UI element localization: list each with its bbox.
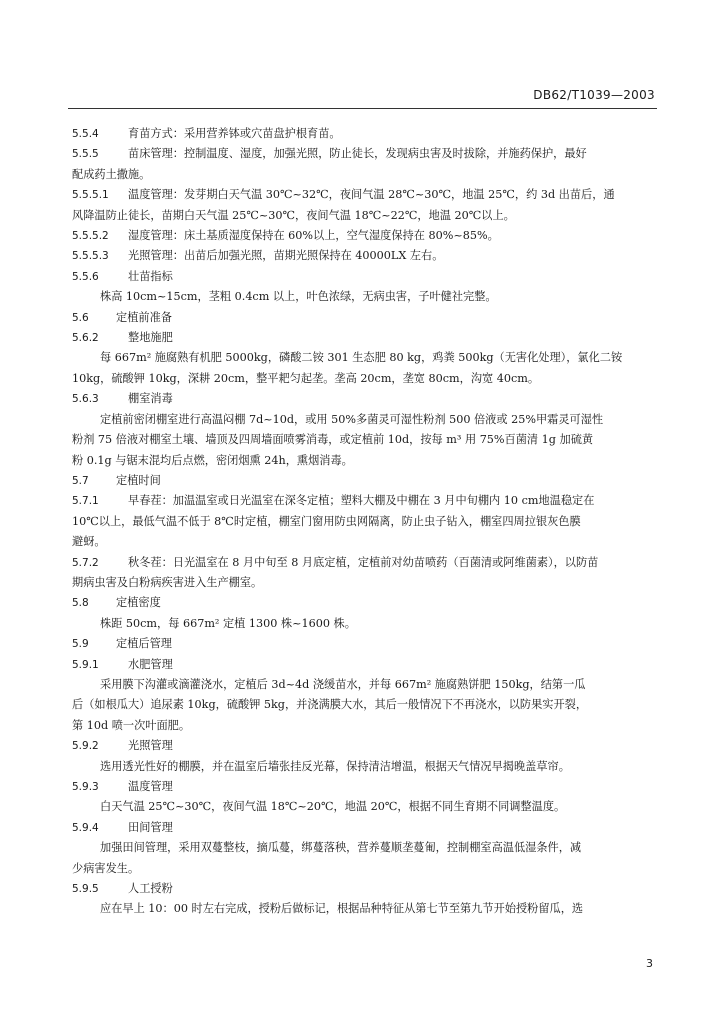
clause-line (72, 593, 660, 613)
clause-block (72, 757, 660, 777)
clause-line (72, 308, 660, 328)
clause-continuation: 风降温防止徒长，苗期白天气温 25℃~30℃，夜间气温 18℃~22℃，地温 20℃以上。 (72, 208, 515, 222)
clause-line (72, 226, 660, 246)
clause-block (72, 226, 660, 246)
clause-text: 育苗方式：采用营养钵或穴苗盘护根育苗。 (128, 127, 341, 140)
clause-number: 5.5.4 (72, 128, 99, 140)
clause-line (72, 675, 660, 695)
clause-line (72, 287, 660, 307)
clause-number: 5.8 (72, 597, 89, 610)
clause-block (72, 655, 660, 675)
clause-title: 棚室消毒 (128, 392, 173, 406)
clause-text: 株高 10cm~15cm，茎粗 0.4cm 以上，叶色浓绿，无病虫害，子叶健社完整。 (100, 290, 497, 304)
clause-number: 5.9.3 (72, 781, 99, 793)
clause-line (72, 185, 660, 205)
document-body (72, 124, 660, 920)
clause-line (72, 736, 660, 756)
clause-line (72, 246, 660, 266)
clause-title: 人工授粉 (128, 882, 173, 896)
clause-line (72, 144, 660, 164)
clause-line (72, 634, 660, 654)
clause-title: 光照管理 (128, 739, 173, 753)
clause-text: 秋冬茬：日光温室在 8 月中旬至 8 月底定植，定植前对幼苗喷药（百菌清或阿维菌素），以防苗 (128, 555, 599, 569)
clause-continuation: 少病害发生。 (72, 861, 140, 875)
clause-title: 定植前准备 (116, 310, 172, 324)
clause-text: 白天气温 25℃~30℃，夜间气温 18℃~20℃，地温 20℃，根据不同生育期不同调整温度。 (100, 800, 566, 814)
clause-title: 定植密度 (116, 596, 161, 610)
clause-number: 5.6 (72, 311, 89, 324)
clause-line (72, 328, 660, 348)
clause-number: 5.5.5 (72, 148, 99, 161)
standard-code: DB62/T1039—2003 (533, 88, 655, 102)
clause-line (72, 899, 660, 919)
clause-title: 田间管理 (128, 820, 173, 834)
clause-number: 5.9 (72, 638, 89, 651)
clause-title: 定植时间 (116, 473, 161, 487)
clause-block (72, 838, 660, 879)
clause-block (72, 736, 660, 756)
header-rule (68, 108, 657, 109)
clause-number: 5.5.6 (72, 270, 99, 283)
clause-block (72, 634, 660, 654)
clause-text: 定植前密闭棚室进行高温闷棚 7d~10d，或用 50%多菌灵可湿性粉剂 500 倍液或 25%甲霜灵可湿性 (100, 412, 604, 426)
clause-continuation: 粉 0.1g 与锯末混均后点燃，密闭烟熏 24h，熏烟消毒。 (72, 453, 353, 467)
clause-number: 5.5.5.1 (72, 189, 109, 202)
clause-block (72, 328, 660, 348)
clause-continuation: 期病虫害及白粉病疾害进入生产棚室。 (72, 575, 263, 589)
clause-continuation: 10kg，硫酸钾 10kg，深耕 20cm，整平耙匀起垄。垄高 20cm，垄宽 80cm，沟宽 40cm。 (72, 371, 540, 385)
clause-line (72, 614, 660, 634)
clause-text: 早春茬：加温温室或日光温室在深冬定植；塑料大棚及中棚在 3 月中旬棚内 10 cm地温稳定在 (128, 494, 595, 508)
clause-title: 水肥管理 (128, 657, 173, 671)
clause-number: 5.6.3 (72, 393, 99, 406)
clause-block (72, 144, 660, 185)
clause-block (72, 185, 660, 226)
clause-line (72, 838, 660, 858)
clause-line (72, 389, 660, 409)
clause-line (72, 348, 660, 368)
clause-number: 5.9.2 (72, 740, 99, 753)
clause-number: 5.7.2 (72, 556, 99, 569)
clause-continuation: 避蚜。 (72, 535, 106, 549)
clause-line (72, 410, 660, 430)
clause-number: 5.9.4 (72, 821, 99, 834)
clause-block (72, 267, 660, 287)
clause-title: 温度管理 (128, 780, 173, 793)
clause-block (72, 348, 660, 389)
clause-title: 定植后管理 (116, 637, 172, 651)
clause-block (72, 471, 660, 491)
clause-line (72, 491, 660, 511)
clause-line (72, 553, 660, 573)
clause-line (72, 655, 660, 675)
clause-text: 苗床管理：控制温度、湿度，加强光照，防止徒长，发现病虫害及时拔除，并施药保护，最好 (128, 147, 587, 161)
clause-block (72, 879, 660, 899)
clause-continuation: 第 10d 喷一次叶面肥。 (72, 718, 191, 732)
clause-block (72, 675, 660, 736)
clause-line (72, 124, 660, 144)
clause-text: 加强田间管理，采用双蔓整枝，摘瓜蔓，绑蔓落秧，营养蔓顺垄蔓匍，控制棚室高温低湿条件，减 (100, 841, 582, 855)
clause-line (72, 797, 660, 817)
clause-continuation: 配成药土撒施。 (72, 167, 151, 181)
clause-line (72, 757, 660, 777)
clause-number: 5.9.5 (72, 883, 99, 896)
clause-text: 温度管理：发芽期白天气温 30℃~32℃，夜间气温 28℃~30℃，地温 25℃，约 3d 出苗后，通 (128, 188, 615, 202)
clause-number: 5.5.5.3 (72, 250, 109, 263)
clause-title: 壮苗指标 (128, 269, 173, 283)
clause-number: 5.5.5.2 (72, 230, 109, 243)
clause-text: 采用膜下沟灌或滴灌浇水，定植后 3d~4d 浇缓苗水，并每 667m² 施腐熟饼肥 150kg，结第一瓜 (100, 677, 586, 691)
clause-line (72, 267, 660, 287)
clause-block (72, 777, 660, 797)
clause-text: 应在早上 10：00 时左右完成，授粉后做标记，根据品种特征从第七节至第九节开始授粉留瓜，选 (100, 902, 584, 916)
clause-text: 株距 50cm，每 667m² 定植 1300 株~1600 株。 (100, 616, 356, 630)
clause-number: 5.7.1 (72, 495, 99, 508)
clause-line (72, 471, 660, 491)
clause-block (72, 818, 660, 838)
clause-block (72, 614, 660, 634)
clause-block (72, 308, 660, 328)
clause-block (72, 410, 660, 471)
clause-line (72, 818, 660, 838)
clause-title: 整地施肥 (128, 331, 173, 345)
clause-number: 5.9.1 (72, 658, 99, 671)
clause-line (72, 777, 660, 797)
clause-text: 湿度管理：床土基质湿度保持在 60%以上，空气湿度保持在 80%~85%。 (128, 229, 499, 243)
clause-block (72, 389, 660, 409)
page-number: 3 (646, 957, 653, 970)
clause-block (72, 246, 660, 266)
clause-block (72, 797, 660, 817)
clause-continuation: 10℃以上，最低气温不低于 8℃时定植，棚室门窗用防虫网隔离，防止虫子钻入，棚室四周拉银灰色膜 (72, 514, 581, 528)
clause-number: 5.6.2 (72, 332, 99, 345)
clause-text: 选用透光性好的棚膜，并在温室后墙张挂反光幕，保持清洁增温，根据天气情况早揭晚盖草帘。 (100, 759, 570, 773)
clause-block (72, 124, 660, 144)
clause-block (72, 593, 660, 613)
clause-block (72, 287, 660, 307)
clause-continuation: 后（如根瓜大）追尿素 10kg，硫酸钾 5kg，并浇满膜大水，其后一般情况下不再浇水，以防果实开裂， (72, 698, 588, 712)
clause-number: 5.7 (72, 474, 89, 487)
clause-block (72, 553, 660, 594)
clause-block (72, 491, 660, 552)
clause-text: 光照管理：出苗后加强光照，苗期光照保持在 40000LX 左右。 (128, 249, 444, 263)
clause-line (72, 879, 660, 899)
clause-continuation: 粉剂 75 倍液对棚室土壤、墙顶及四周墙面喷雾消毒，或定植前 10d，按每 m³ 用 75%百菌清 1g 加硫黄 (72, 433, 594, 447)
clause-block (72, 899, 660, 919)
clause-text: 每 667m² 施腐熟有机肥 5000kg，磷酸二铵 301 生态肥 80 kg，鸡粪 500kg（无害化处理），氯化二铵 (100, 351, 623, 365)
